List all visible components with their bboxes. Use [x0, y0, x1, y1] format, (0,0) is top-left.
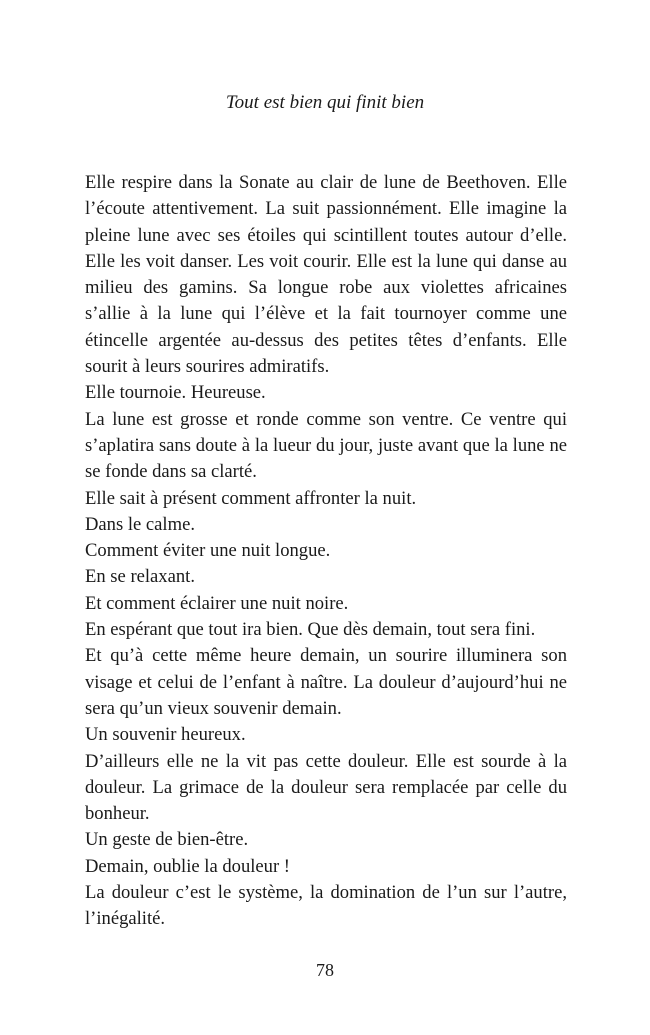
paragraph: La lune est grosse et ronde comme son ventre. Ce ventre qui s’aplatira sans doute à la lueur du jour, juste avant que la lune ne se fonde dans sa clarté. — [85, 408, 567, 483]
paragraph: Un geste de bien-être. — [85, 829, 249, 851]
paragraph: Elle sait à présent comment affronter la nuit. — [85, 487, 417, 509]
paragraph: En se relaxant. — [85, 566, 195, 588]
paragraph: Et qu’à cette même heure demain, un sourire illuminera son visage et celui de l’enfant à naître. La douleur d’aujourd’hui ne sera qu’un vieux souvenir demain. — [85, 645, 567, 719]
paragraph: Elle respire dans la Sonate au clair de lune de Beethoven. Elle l’écoute attentivement. La suit passionnément. Elle imagine la pleine lune avec ses étoiles qui scintillent toutes autour d’elle. Elle les voit danser. Les voit courir. Elle est la lune qui danse au milieu des gamins. Sa longue robe aux violettes africaines s’allie à la lune qui l’élève et la fait tournoyer comme une étincelle argentée au-dessus des petites têtes d’enfants. Elle sourit à leurs sourires admiratifs. — [85, 172, 567, 378]
paragraph: Dans le calme. — [85, 513, 195, 535]
paragraph: La douleur c’est le système, la domination de l’un sur l’autre, l’inégalité. — [85, 882, 567, 930]
page-number: 78 — [316, 960, 334, 980]
paragraph: En espérant que tout ira bien. Que dès demain, tout sera fini. — [85, 619, 536, 641]
running-title: Tout est bien qui finit bien — [225, 92, 425, 113]
paragraph: Un souvenir heureux. — [85, 724, 246, 746]
paragraph: Elle tournoie. Heureuse. — [85, 382, 266, 404]
paragraph: Demain, oublie la douleur ! — [85, 855, 290, 877]
body-text — [85, 170, 567, 933]
paragraph: D’ailleurs elle ne la vit pas cette douleur. Elle est sourde à la douleur. La grimace de la douleur sera remplacée par celle du bonheur. — [85, 750, 567, 825]
paragraph: Et comment éclairer une nuit noire. — [85, 592, 349, 614]
paragraph: Comment éviter une nuit longue. — [85, 540, 331, 562]
